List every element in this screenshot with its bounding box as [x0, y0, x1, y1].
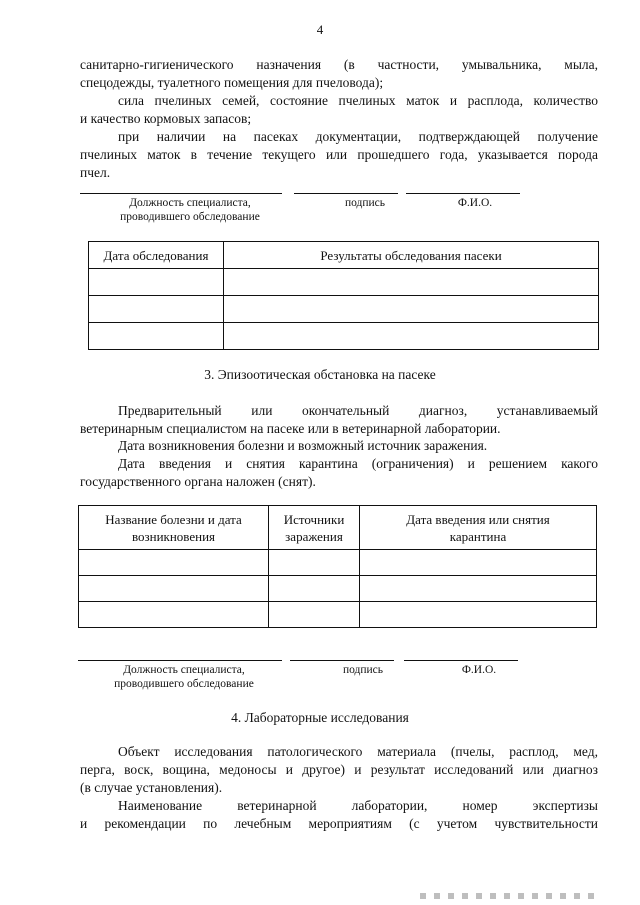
signature-line — [290, 660, 394, 661]
s4-p2-line-2: и рекомендации по лечебным мероприятиям (с учетом чувствительности — [80, 816, 598, 831]
s3-p3-line-1: Дата введения и снятия карантина (ограничения) и решением какого — [118, 456, 598, 471]
table-cell[interactable] — [224, 323, 599, 350]
section-4-title: 4. Лабораторные исследования — [231, 710, 409, 725]
table-cell[interactable] — [360, 602, 597, 628]
signature-label: подпись — [342, 664, 384, 676]
s3-p3-line-2: государственного органа наложен (снят). — [80, 474, 316, 489]
column-header-quarantine-line-2: карантина — [449, 528, 507, 544]
column-header-sources — [269, 506, 360, 550]
column-header-quarantine-line-1: Дата введения или снятия — [406, 511, 550, 527]
column-header-sources-line-1: Источники — [283, 511, 345, 527]
table-cell[interactable] — [224, 296, 599, 323]
position-label-line-1: Должность специалиста, — [129, 197, 251, 209]
section-4-paragraph-1 — [80, 743, 598, 797]
table-header-row — [79, 506, 597, 550]
signature-label: подпись — [344, 197, 386, 209]
position-label — [80, 196, 300, 224]
intro-p3-line-2: пчелиных маток в течение текущего или прошедшего года, указывается порода — [80, 147, 598, 162]
table-cell[interactable] — [89, 269, 224, 296]
position-line — [80, 193, 282, 194]
table-row — [79, 602, 597, 628]
table-cell[interactable] — [79, 576, 269, 602]
name-line — [406, 193, 520, 194]
table-cell[interactable] — [79, 602, 269, 628]
table-header-row — [89, 242, 599, 269]
table-row — [89, 296, 599, 323]
intro-p3-line-3: пчел. — [80, 165, 111, 180]
s4-p1-line-3: (в случае установления). — [80, 780, 223, 795]
table-row — [79, 576, 597, 602]
s3-p1-line-1: Предварительный или окончательный диагноз, устанавливаемый — [118, 403, 598, 418]
s4-p1-line-2: перга, воск, вощина, медоносы и другое) и результат исследований или диагноз — [80, 762, 598, 777]
position-label-line-2: проводившего обследование — [120, 211, 260, 223]
column-header-quarantine — [360, 506, 597, 550]
section-3-title: 3. Эпизоотическая обстановка на пасеке — [204, 367, 436, 382]
table-cell[interactable] — [89, 296, 224, 323]
intro-paragraph-2 — [80, 92, 598, 128]
table-row — [89, 269, 599, 296]
table-row — [79, 550, 597, 576]
intro-paragraph-1 — [80, 56, 598, 92]
intro-p1-line-1: санитарно-гигиенического назначения (в частности, умывальника, мыла, — [80, 57, 598, 72]
table-cell[interactable] — [360, 576, 597, 602]
table-cell[interactable] — [269, 576, 360, 602]
s3-p2-line-1: Дата возникновения болезни и возможный источник заражения. — [118, 438, 488, 453]
table-cell[interactable] — [224, 269, 599, 296]
page-number: 4 — [316, 22, 324, 37]
scan-artifact — [420, 893, 600, 899]
section-3-paragraph-3 — [80, 455, 598, 491]
column-header-sources-line-2: заражения — [285, 528, 343, 544]
table-cell[interactable] — [89, 323, 224, 350]
position-line — [78, 660, 282, 661]
name-label: Ф.И.О. — [461, 664, 497, 676]
s4-p1-line-1: Объект исследования патологического материала (пчелы, расплод, мед, — [118, 744, 598, 759]
intro-p2-line-1: сила пчелиных семей, состояние пчелиных маток и расплода, количество — [118, 93, 598, 108]
position-label — [74, 663, 294, 691]
table-cell[interactable] — [360, 550, 597, 576]
table-cell[interactable] — [79, 550, 269, 576]
column-header-date: Дата обследования — [89, 242, 224, 269]
section-4-paragraph-2 — [80, 797, 598, 833]
table-cell[interactable] — [269, 550, 360, 576]
name-line — [404, 660, 518, 661]
position-label-line-2: проводившего обследование — [114, 678, 254, 690]
column-header-disease — [79, 506, 269, 550]
section-3-paragraph-2 — [118, 437, 598, 455]
intro-p3-line-1: при наличии на пасеках документации, подтверждающей получение — [118, 129, 598, 144]
table-cell[interactable] — [269, 602, 360, 628]
s3-p1-line-2: ветеринарным специалистом на пасеке или в ветеринарной лаборатории. — [80, 421, 501, 436]
inspection-results-table — [88, 241, 599, 350]
section-3-paragraph-1 — [80, 402, 598, 438]
column-header-disease-line-1: Название болезни и дата — [105, 511, 242, 527]
column-header-disease-line-2: возникновения — [131, 528, 216, 544]
column-header-results: Результаты обследования пасеки — [224, 242, 599, 269]
table-row — [89, 323, 599, 350]
intro-p1-line-2: спецодежды, туалетного помещения для пчеловода); — [80, 75, 384, 90]
intro-p2-line-2: и качество кормовых запасов; — [80, 111, 252, 126]
signature-line — [294, 193, 398, 194]
disease-history-table — [78, 505, 597, 628]
name-label: Ф.И.О. — [457, 197, 493, 209]
position-label-line-1: Должность специалиста, — [123, 664, 245, 676]
s4-p2-line-1: Наименование ветеринарной лаборатории, номер экспертизы — [118, 798, 598, 813]
intro-paragraph-3 — [80, 128, 598, 182]
